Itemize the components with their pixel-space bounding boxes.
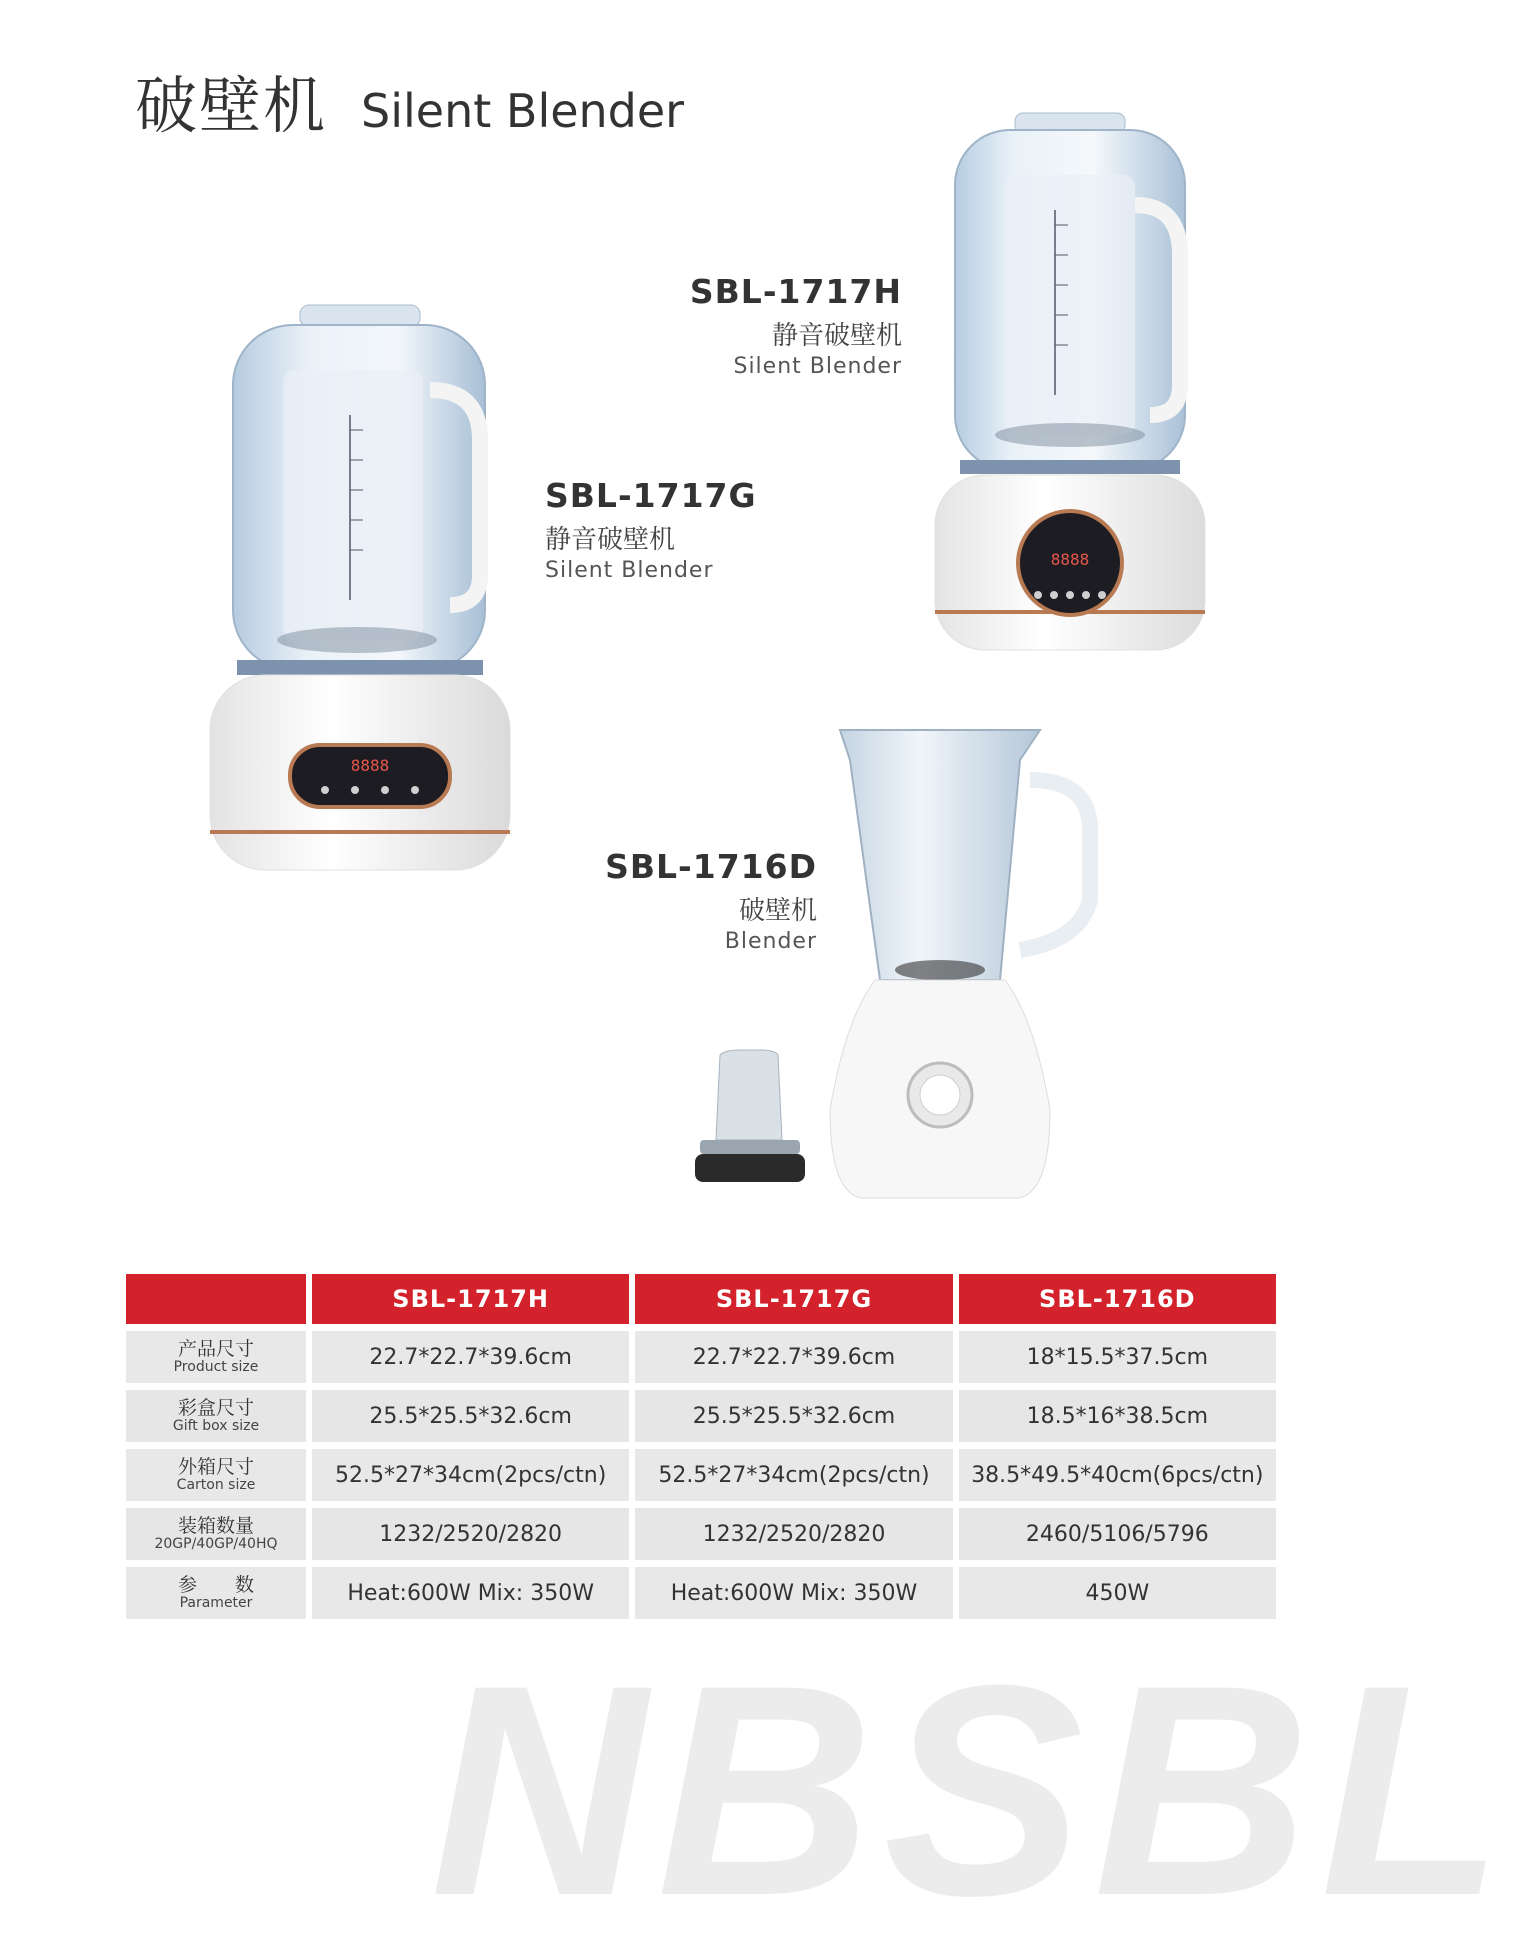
row-label-en: Product size [173, 1358, 259, 1375]
row-label-en: Carton size [176, 1476, 256, 1493]
model-code: SBL-1717H [689, 272, 902, 311]
title-cn: 破壁机 [135, 69, 328, 142]
table-cell: 22.7*22.7*39.6cm [635, 1331, 952, 1383]
table-cell: 25.5*25.5*32.6cm [312, 1390, 629, 1442]
row-header [126, 1390, 306, 1442]
product-image-sbl-1717h [920, 105, 1220, 665]
table-row [126, 1390, 1276, 1442]
svg-text:8888: 8888 [1050, 550, 1090, 569]
table-cell: 52.5*27*34cm(2pcs/ctn) [635, 1449, 952, 1501]
row-label-cn: 彩盒尺寸 [177, 1396, 254, 1419]
row-label-cn: 产品尺寸 [177, 1337, 254, 1360]
title-en: Silent Blender [361, 84, 685, 138]
table-cell: Heat:600W Mix: 350W [312, 1567, 629, 1619]
model-name-cn: 静音破壁机 [771, 321, 902, 351]
table-cell: 2460/5106/5796 [959, 1508, 1276, 1560]
page-title [135, 56, 684, 145]
row-label-cn: 外箱尺寸 [177, 1455, 254, 1478]
table-row [126, 1449, 1276, 1501]
table-cell: Heat:600W Mix: 350W [635, 1567, 952, 1619]
row-label-en: Gift box size [172, 1417, 260, 1434]
column-header: SBL-1716D [959, 1274, 1276, 1324]
table-cell: 1232/2520/2820 [312, 1508, 629, 1560]
table-row [126, 1567, 1276, 1619]
svg-text:8888: 8888 [350, 756, 390, 775]
table-corner-cell [126, 1274, 306, 1324]
table-row [126, 1331, 1276, 1383]
product-image-sbl-1717g [205, 300, 515, 880]
table-row [126, 1508, 1276, 1560]
row-label-en: Parameter [179, 1594, 253, 1611]
table-header-row [126, 1274, 1276, 1324]
model-code: SBL-1716D [605, 847, 817, 886]
model-name-cn: 破壁机 [738, 896, 817, 926]
row-header [126, 1567, 306, 1619]
model-label-sbl-1716d [605, 847, 817, 954]
row-header [126, 1331, 306, 1383]
table-cell: 18*15.5*37.5cm [959, 1331, 1276, 1383]
row-header [126, 1449, 306, 1501]
table-cell: 38.5*49.5*40cm(6pcs/ctn) [959, 1449, 1276, 1501]
table-cell: 52.5*27*34cm(2pcs/ctn) [312, 1449, 629, 1501]
table-cell: 1232/2520/2820 [635, 1508, 952, 1560]
model-label-sbl-1717g [545, 476, 757, 583]
product-image-sbl-1716d [680, 720, 1100, 1220]
spec-table [120, 1267, 1282, 1626]
table-cell: 450W [959, 1567, 1276, 1619]
row-label-cn: 装箱数量 [177, 1514, 254, 1537]
table-cell: 18.5*16*38.5cm [959, 1390, 1276, 1442]
model-name-en: Silent Blender [733, 354, 902, 379]
model-name-en: Blender [724, 929, 817, 954]
model-code: SBL-1717G [545, 476, 757, 515]
row-label-cn: 参 数 [177, 1573, 254, 1596]
table-cell: 25.5*25.5*32.6cm [635, 1390, 952, 1442]
table-cell: 22.7*22.7*39.6cm [312, 1331, 629, 1383]
row-label-en: 20GP/40GP/40HQ [154, 1535, 278, 1552]
model-label-sbl-1717h [690, 272, 902, 379]
column-header: SBL-1717G [635, 1274, 952, 1324]
brand-watermark: NBSBL [430, 1622, 1513, 1958]
model-name-cn: 静音破壁机 [545, 525, 676, 555]
column-header: SBL-1717H [312, 1274, 629, 1324]
row-header [126, 1508, 306, 1560]
model-name-en: Silent Blender [545, 558, 714, 583]
